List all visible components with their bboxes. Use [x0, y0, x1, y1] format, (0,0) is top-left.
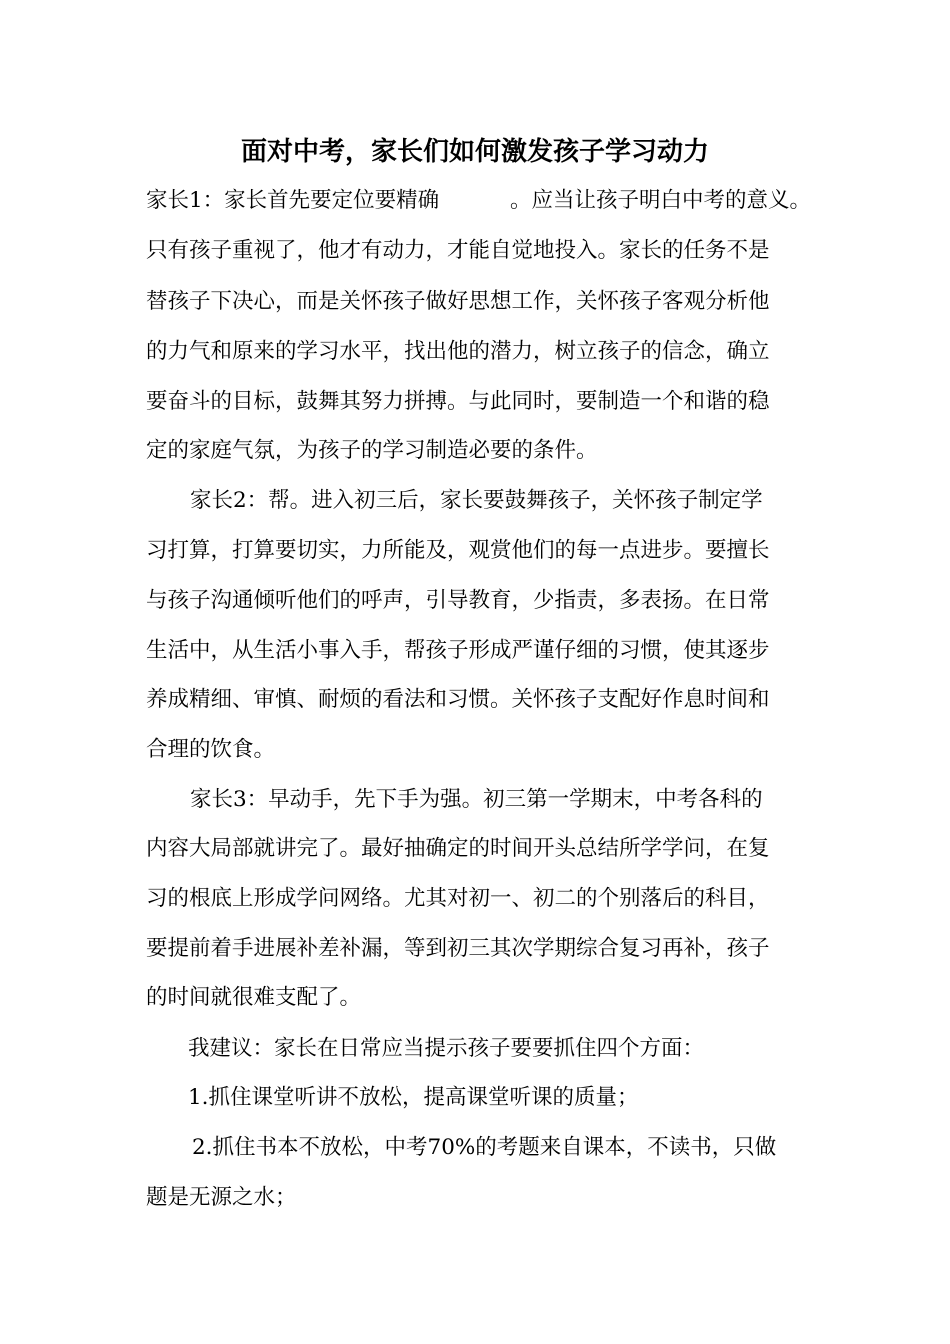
paragraph-2-line-4: 生活中，从生活小事入手，帮孩子形成严谨仔细的习惯，使其逐步	[146, 638, 770, 663]
paragraph-3-line-4: 要提前着手进展补差补漏，等到初三其次学期综合复习再补，孩子	[146, 936, 770, 961]
paragraph-1-line-5: 要奋斗的目标，鼓舞其努力拼搏。与此同时，要制造一个和谐的稳	[146, 389, 770, 414]
document-title: 面对中考，家长们如何激发孩子学习动力	[240, 137, 709, 167]
paragraph-2-line-1: 家长2：帮。进入初三后，家长要鼓舞孩子，关怀孩子制定学	[190, 488, 763, 513]
list-item-2-line-2: 题是无源之水；	[146, 1185, 297, 1210]
paragraph-2-line-6: 合理的饮食。	[146, 737, 276, 762]
paragraph-1-line-1-part-2: 。应当让孩子明白中考的意义。	[510, 188, 812, 213]
paragraph-1-line-2: 只有孩子重视了，他才有动力，才能自觉地投入。家长的任务不是	[146, 238, 770, 263]
paragraph-1-line-4: 的力气和原来的学习水平，找出他的潜力，树立孩子的信念，确立	[146, 339, 770, 364]
paragraph-1-line-3: 替孩子下决心，而是关怀孩子做好思想工作，关怀孩子客观分析他	[146, 289, 770, 314]
paragraph-1-line-6: 定的家庭气氛，为孩子的学习制造必要的条件。	[146, 438, 598, 463]
paragraph-3-line-2: 内容大局部就讲完了。最好抽确定的时间开头总结所学学问，在复	[146, 836, 770, 861]
list-item-2-line-1: 2.抓住书本不放松，中考70%的考题来自课本，不读书，只做	[192, 1135, 777, 1160]
paragraph-3-line-1: 家长3：早动手，先下手为强。初三第一学期末，中考各科的	[190, 787, 763, 812]
list-item-1-line-1: 1.抓住课堂听讲不放松，提高课堂听课的质量；	[188, 1085, 639, 1110]
paragraph-2-line-2: 习打算，打算要切实，力所能及，观赏他们的每一点进步。要擅长	[146, 538, 770, 563]
paragraph-3-line-5: 的时间就很难支配了。	[146, 985, 362, 1010]
paragraph-1-line-1-part-1: 家长1：家长首先要定位要精确	[146, 188, 440, 213]
paragraph-2-line-3: 与孩子沟通倾听他们的呼声，引导教育，少指责，多表扬。在日常	[146, 588, 770, 613]
paragraph-4-line-1: 我建议：家长在日常应当提示孩子要要抓住四个方面：	[188, 1036, 705, 1061]
paragraph-3-line-3: 习的根底上形成学问网络。尤其对初一、初二的个别落后的科目，	[146, 886, 770, 911]
paragraph-2-line-5: 养成精细、审慎、耐烦的看法和习惯。关怀孩子支配好作息时间和	[146, 687, 770, 712]
